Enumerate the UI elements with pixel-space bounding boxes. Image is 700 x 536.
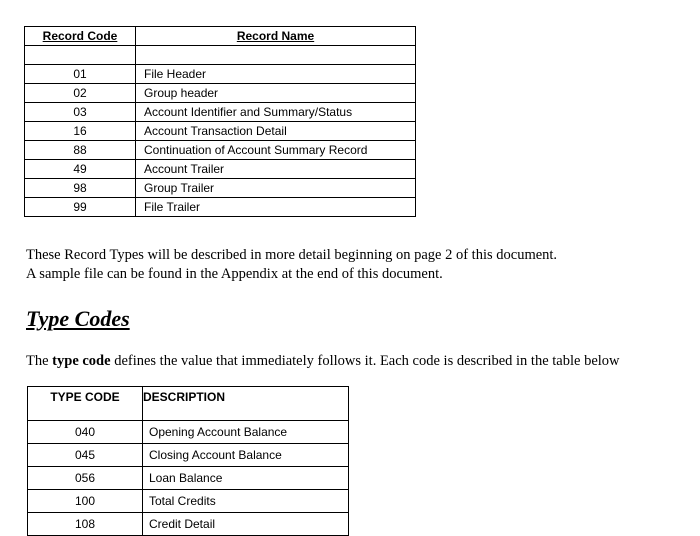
intro-prefix: The	[26, 353, 53, 369]
type-description-cell: Closing Account Balance	[143, 444, 349, 467]
record-code-table	[24, 26, 416, 217]
type-table-header-row	[28, 387, 349, 421]
type-description-cell: Total Credits	[143, 490, 349, 513]
record-name-cell: Group header	[136, 84, 416, 103]
table-row	[25, 65, 416, 84]
section-heading: Type Codes	[26, 306, 130, 331]
type-description-cell: Loan Balance	[143, 467, 349, 490]
record-code-cell: 02	[25, 84, 136, 103]
table-row	[25, 103, 416, 122]
description-header: DESCRIPTION	[143, 387, 349, 421]
table-row	[25, 160, 416, 179]
table-row	[28, 421, 349, 444]
type-code-cell: 108	[28, 513, 143, 536]
record-name-cell: Account Transaction Detail	[136, 122, 416, 141]
type-code-cell: 100	[28, 490, 143, 513]
record-code-cell: 99	[25, 198, 136, 217]
record-table-header-row	[25, 27, 416, 46]
record-code-cell: 88	[25, 141, 136, 160]
table-row	[25, 179, 416, 198]
record-name-cell: File Header	[136, 65, 416, 84]
table-row	[25, 84, 416, 103]
table-row	[25, 141, 416, 160]
type-code-cell: 056	[28, 467, 143, 490]
record-code-cell	[25, 46, 136, 65]
record-code-cell: 16	[25, 122, 136, 141]
record-code-cell: 49	[25, 160, 136, 179]
intro-bold-term: type code	[52, 353, 111, 369]
record-code-cell: 98	[25, 179, 136, 198]
type-description-cell: Opening Account Balance	[143, 421, 349, 444]
type-code-intro	[26, 353, 620, 370]
paragraph-line-1: These Record Types will be described in more detail beginning on page 2 of this document.	[26, 247, 558, 263]
table-row	[28, 513, 349, 536]
record-name-cell: Continuation of Account Summary Record	[136, 141, 416, 160]
type-code-header: TYPE CODE	[28, 387, 143, 421]
type-code-cell: 040	[28, 421, 143, 444]
record-types-paragraph	[26, 246, 557, 284]
table-row	[25, 46, 416, 65]
paragraph-line-2: A sample file can be found in the Appendix at the end of this document.	[26, 266, 443, 282]
record-code-cell: 01	[25, 65, 136, 84]
table-row	[28, 444, 349, 467]
table-row	[28, 490, 349, 513]
record-code-cell: 03	[25, 103, 136, 122]
record-name-cell: Group Trailer	[136, 179, 416, 198]
record-name-cell	[136, 46, 416, 65]
intro-suffix: defines the value that immediately follows it. Each code is described in the table below	[110, 353, 620, 369]
record-name-cell: Account Trailer	[136, 160, 416, 179]
record-code-header: Record Code	[25, 27, 136, 46]
record-name-cell: Account Identifier and Summary/Status	[136, 103, 416, 122]
record-name-header: Record Name	[136, 27, 416, 46]
type-code-table	[27, 386, 349, 536]
table-row	[25, 198, 416, 217]
table-row	[28, 467, 349, 490]
type-code-cell: 045	[28, 444, 143, 467]
record-name-cell: File Trailer	[136, 198, 416, 217]
type-description-cell: Credit Detail	[143, 513, 349, 536]
table-row	[25, 122, 416, 141]
